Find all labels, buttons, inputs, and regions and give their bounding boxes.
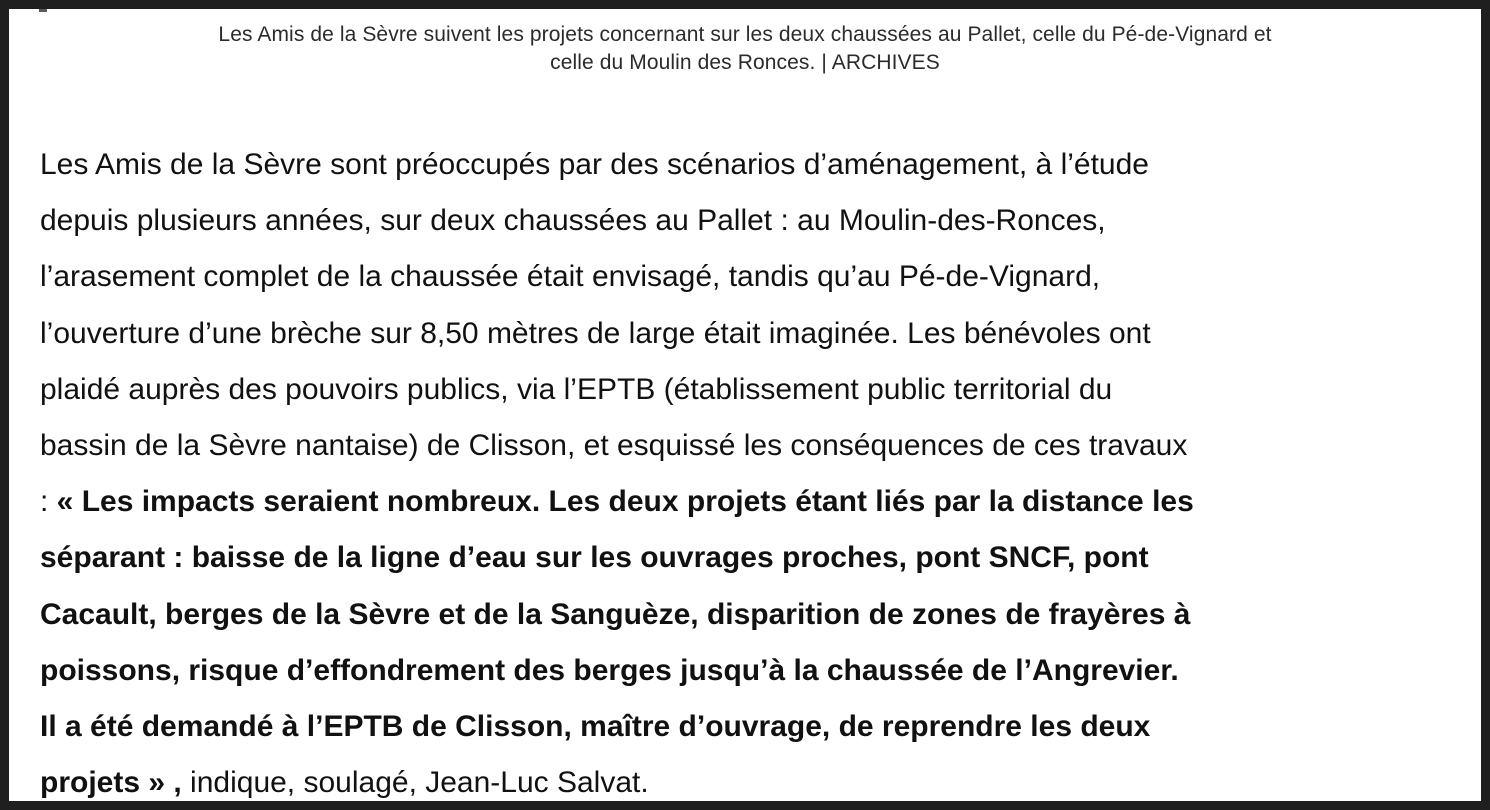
quote-line: Il a été demandé à l’EPTB de Clisson, maître d’ouvrage, de reprendre les deux bbox=[40, 710, 1151, 744]
quote-line bbox=[40, 474, 1452, 530]
attribution: indique, soulagé, Jean-Luc Salvat. bbox=[181, 766, 649, 800]
paragraph-line: bassin de la Sèvre nantaise) de Clisson, et esquissé les conséquences de ces travaux bbox=[40, 429, 1188, 463]
paragraph-line: plaidé auprès des pouvoirs publics, via l’EPTB (établissement public territorial du bbox=[40, 372, 1113, 406]
quote-text: « Les impacts seraient nombreux. Les deux projets étant liés par la distance les bbox=[56, 485, 1194, 519]
caption-line: celle du Moulin des Ronces. | ARCHIVES bbox=[550, 51, 940, 74]
scan-mark bbox=[39, 9, 47, 12]
paragraph-line: Les Amis de la Sèvre sont préoccupés par des scénarios d’aménagement, à l’étude bbox=[40, 148, 1149, 181]
quote-line: poissons, risque d’effondrement des berges jusqu’à la chaussée de l’Angrevier. bbox=[40, 653, 1179, 687]
article-paragraph bbox=[40, 137, 1452, 801]
paragraph-line: l’arasement complet de la chaussée était envisagé, tandis qu’au Pé-de-Vignard, bbox=[40, 260, 1101, 294]
closing-line bbox=[40, 755, 1452, 801]
paragraph-line: l’ouverture d’une brèche sur 8,50 mètres de large était imaginée. Les bénévoles ont bbox=[40, 316, 1151, 350]
quote-end: projets » , bbox=[40, 766, 182, 800]
quote-line: séparant : baisse de la ligne d’eau sur les ouvrages proches, pont SNCF, pont bbox=[40, 541, 1149, 575]
article-page bbox=[9, 9, 1481, 801]
paragraph-line: depuis plusieurs années, sur deux chaussées au Pallet : au Moulin-des-Ronces, bbox=[40, 204, 1106, 238]
quote-prefix: : bbox=[40, 485, 57, 519]
photo-caption bbox=[29, 21, 1461, 77]
caption-line: Les Amis de la Sèvre suivent les projets concernant sur les deux chaussées au Pallet, celle du Pé-de-Vignard et bbox=[218, 23, 1272, 46]
quote-line: Cacault, berges de la Sèvre et de la Sanguèze, disparition de zones de frayères à bbox=[40, 597, 1191, 631]
